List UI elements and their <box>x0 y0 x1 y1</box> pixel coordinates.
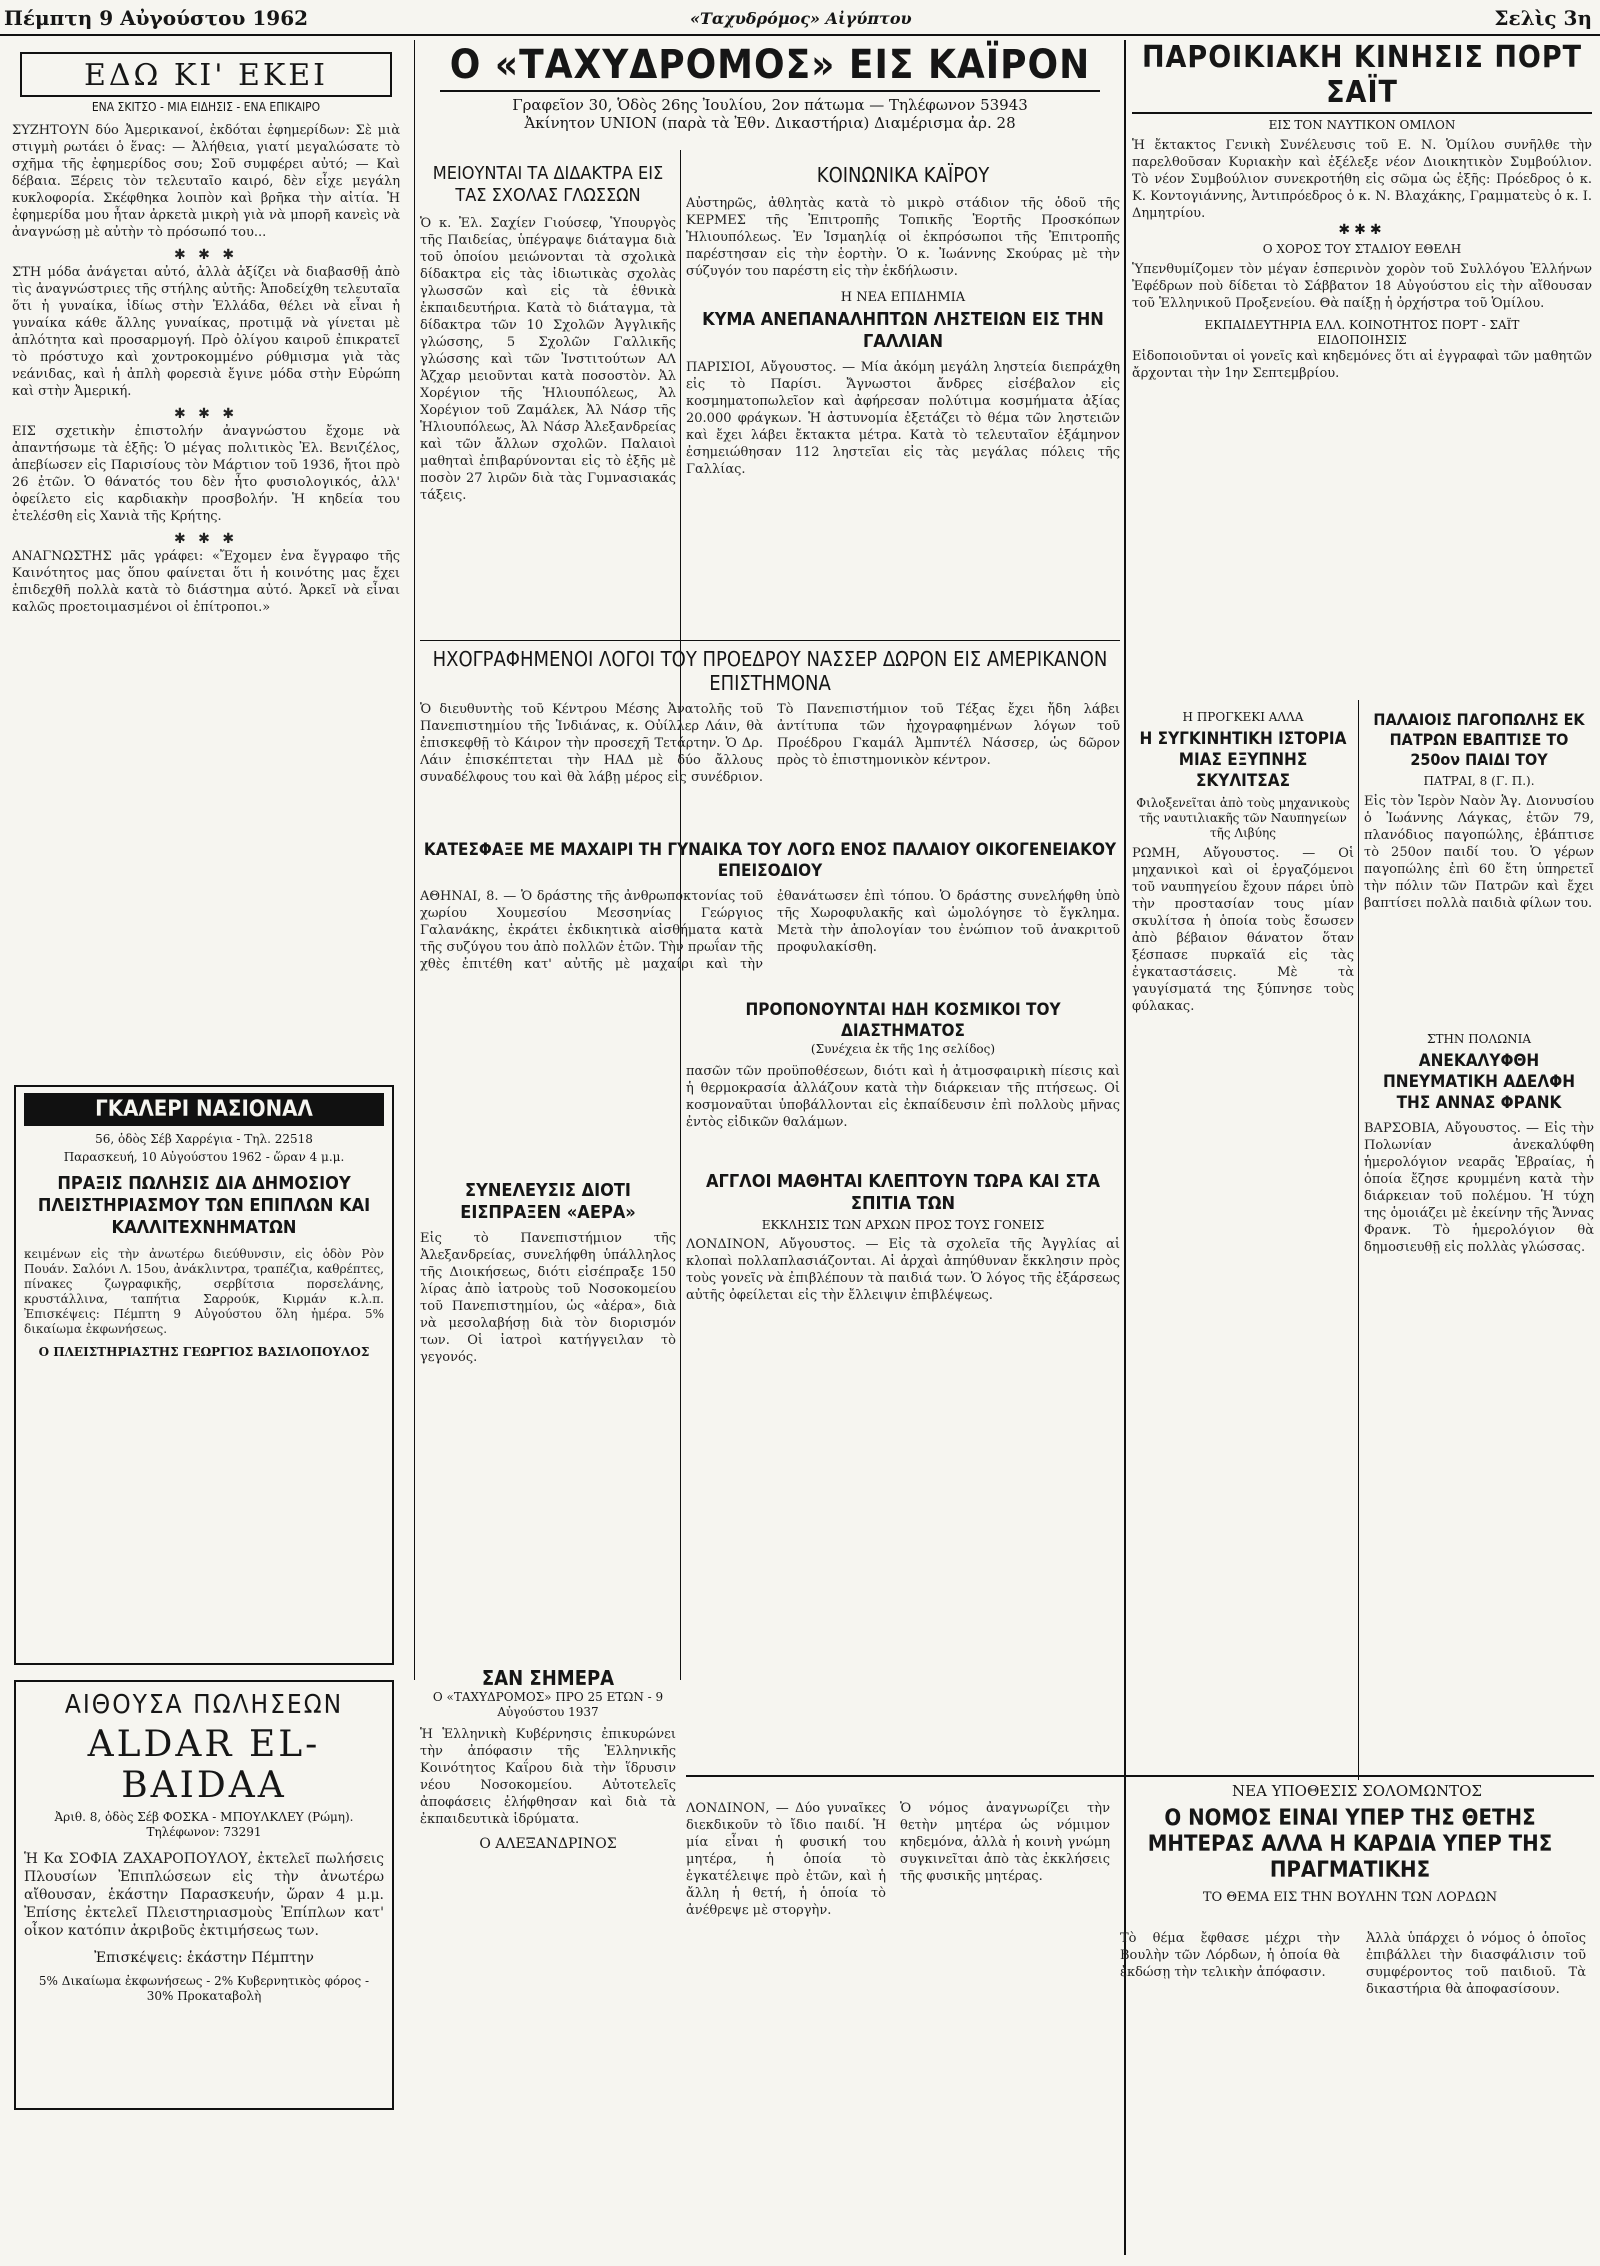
kairo-banner <box>420 40 1120 150</box>
today-body: Ἡ Ἑλληνικὴ Κυβέρνησις ἐπικυρώνει τὴν ἀπόφασιν τῆς Ἐλληνικῆς Κοινότητος Καΐρου διὰ τὴν ἵδρυσιν νέου Νοσοκομείου. Αὐτοτελεῖς ἀποφάσεις ἐλήφθησαν καὶ διὰ τὰ ἐκπαιδευτικὰ ἱδρύματα. <box>420 1727 676 1827</box>
hall-body: Ἡ Κα ΣΟΦΙΑ ΖΑΧΑΡΟΠΟΥΛΟΥ, ἐκτελεῖ πωλήσεις Πλουσίων Ἐπιπλώσεων εἰς τὴν ἀνωτέρω αἴθουσαν, ἑκάστην Παρασκευήν, ὥραν 4 μ.μ. Ἐπίσης ἐκτελεῖ Πλειστηριασμοὺς Ἐπίπλων κατ' οἶκον κατόπιν ἀκριβοῦς ἐκτιμήσεως των. <box>24 1851 384 1939</box>
frank-body: ΒΑΡΣΟΒΙΑ, Αὔγουστος. — Εἰς τὴν Πολωνίαν ἀνεκαλύφθη ἡμερολόγιον νεαρᾶς Ἑβραίας, ἡ ὁποία ἔζησε κρυμμένη κατὰ τὴν διάρκειαν τοῦ πολέμου. Ἡ τύχη της ὁμοιάζει μὲ ἐκείνην τῆς Ἄννας Φρανκ. Τὸ ἡμερολόγιον θὰ δημοσιευθῇ εἰς πολλὰς γλώσσας. <box>1364 1121 1594 1255</box>
hall-address: Ἀριθ. 8, ὁδὸς Σέβ ΦΟΣΚΑ - ΜΠΟΥΛΚΛΕΥ (Ρώμη). Τηλέφωνον: 73291 <box>54 1810 354 1839</box>
frank-headline: ΑΝΕΚΑΛΥΦΘΗ ΠΝΕΥΜΑΤΙΚΗ ΑΔΕΛΦΗ ΤΗΣ ΑΝΝΑΣ ΦΡΑΝΚ <box>1382 1051 1576 1113</box>
solomon-headline: Ο ΝΟΜΟΣ ΕΙΝΑΙ ΥΠΕΡ ΤΗΣ ΘΕΤΗΣ ΜΗΤΕΡΑΣ ΑΛΛΑ Η ΚΑΡΔΙΑ ΥΠΕΡ ΤΗΣ ΠΡΑΓΜΑΤΙΚΗΣ <box>1147 1806 1553 1883</box>
header-date: Πέμπτη 9 Αὐγούστου 1962 <box>4 6 309 30</box>
naut-headline: ΕΙΣ ΤΟΝ ΝΑΥΤΙΚΟΝ ΟΜΙΛΟΝ <box>1268 118 1456 132</box>
column-left <box>6 40 406 2255</box>
column-divider <box>414 40 415 1680</box>
gaul-body: ΠΑΡΙΣΙΟΙ, Αὔγουστος. — Μία ἀκόμη μεγάλη ληστεία διεπράχθη εἰς τὸ Παρίσι. Ἄγνωστοι ἄνδρες εἰσέβαλον εἰς κοσμηματοπωλεῖον καὶ ἀφήρεσαν πολύτιμα κοσμήματα ἀξίας 20.000 φράγκων. Ἡ ἀστυνομία ἐξετάζει τὸ θέμα τῶν ληστειῶν καὶ ἔχει λάβει ἔκτακτα μέτρα. Κατὰ τὸ τελευταῖον ἑξάμηνον ἐσημειώθησαν 112 ληστεῖαι εἰς τὰς μεγάλας πόλεις τῆς Γαλλίας. <box>686 360 1120 477</box>
cosmic-subtitle: (Συνέχεια ἐκ τῆς 1ης σελίδος) <box>810 1042 996 1056</box>
article-paragraph: ΣΤΗ μόδα ἀνάγεται αὐτό, ἀλλὰ ἀξίζει νὰ διαβασθῇ ἀπὸ τὶς ἀναγνώστριες τῆς στήλης αὐτῆς: Ἀποδείχθη τελευταῖα ὅτι ἡ γυναίκα, ἰδίως στὴν Ἑλλάδα, θέλει νὰ εἶναι ἡ γυναίκα κάθε ἄλλης γυναίκας, προτιμᾷ νὰ γίνεται μὲ ἀπλότητα καὶ προσαρμογή. Πρὸ ὀλίγου καιροῦ ἐπικρατεῖ τὸ πρόστυχο καὶ χοντροκομμένο ρύθμισμα γιὰ τὰς νεάνιδας, καὶ ἡ ἀπλὴ φορεσιὰ ἔγινε μόδα στὴν Εὐρώπη καὶ στὴν Ἀμερική. <box>12 265 400 399</box>
choir-body: Ὑπενθυμίζομεν τὸν μέγαν ἑσπερινὸν χορὸν τοῦ Συλλόγου Ἑλλήνων Ἐφέδρων ποὺ δίδεται τὸ Σάββατον 18 Αὐγούστου εἰς τὴν αἴθουσαν τοῦ Ἑλληνικοῦ Προξενείου. Θὰ παίξῃ ἡ ὀρχήστρα τοῦ Ὁμίλου. <box>1132 262 1592 311</box>
story-headline: Η ΣΥΓΚΙΝΗΤΙΚΗ ΙΣΤΟΡΙΑ ΜΙΑΣ ΕΞΥΠΝΗΣ ΣΚΥΛΙΤΣΑΣ <box>1139 729 1347 791</box>
port-said-title: ΠΑΡΟΙΚΙΑΚΗ ΚΙΝΗΣΙΣ ΠΟΡΤ ΣΑΪΤ <box>1141 40 1583 110</box>
school-subtitle: ΕΙΔΟΠΟΙΗΣΙΣ <box>1317 333 1407 347</box>
gallery-date: Παρασκευή, 10 Αὐγούστου 1962 - ὥραν 4 μ.μ. <box>63 1150 345 1164</box>
column-center-right-lower <box>686 1000 1120 1690</box>
column-far-right <box>1364 710 1594 1770</box>
school-headline: ΕΚΠΑΙΔΕΥΤΗΡΙΑ ΕΛΛ. ΚΟΙΝΟΤΗΤΟΣ ΠΟΡΤ - ΣΑΪΤ <box>1204 318 1520 332</box>
gaul-headline: ΚΥΜΑ ΑΝΕΠΑΝΑΛΗΠΤΩΝ ΛΗΣΤΕΙΩΝ ΕΙΣ ΤΗΝ ΓΑΛΛΙΑΝ <box>702 309 1104 352</box>
today-subtitle: Ο «ΤΑΧΥΔΡΟΜΟΣ» ΠΡΟ 25 ΕΤΩΝ - 9 Αὐγούστου 1937 <box>432 1690 664 1719</box>
nasser-article <box>420 640 1120 830</box>
gallery-name: ΓΚΑΛΕΡΙ ΝΑΣΙΟΝΑΛ <box>24 1093 384 1126</box>
arrest-headline: ΣΥΝΕΛΕΥΣΙΣ ΔΙΟΤΙ ΕΙΣΠΡΑΞΕΝ «ΑΕΡΑ» <box>460 1180 636 1223</box>
column-divider <box>1358 700 1359 1780</box>
solomon-body-2: Ὁ νόμος ἀναγνωρίζει τὴν θετὴν μητέρα ὡς νόμιμον κηδεμόνα, ἀλλὰ ἡ κοινὴ γνώμη συγκινεῖται ἀπὸ τὰς ἐκκλήσεις τῆς φυσικῆς μητέρας. <box>900 1801 1110 1884</box>
new-epidemia-label: Η ΝΕΑ ΕΠΙΔΗΜΙΑ <box>840 290 966 305</box>
banner-address-2: Ἀκίνητον UNION (παρὰ τὰ Ἐθν. Δικαστήρια) Διαμέρισμα ἀρ. 28 <box>524 114 1016 132</box>
banner-address: Γραφεῖον 30, Ὁδὸς 26ης Ἰουλίου, 2ον πάτωμα — Τηλέφωνον 53943 <box>512 96 1028 114</box>
page-header <box>0 0 1600 36</box>
section-subtitle: ΕΝΑ ΣΚΙΤΣΟ - ΜΙΑ ΕΙΔΗΣΙΣ - ΕΝΑ ΕΠΙΚΑΙΡΟ <box>91 100 321 114</box>
social-body: Αὐστηρῶς, ἀθλητὰς κατὰ τὸ μικρὸ στάδιον τῆς ὁδοῦ τῆς ΚΕΡΜΕΣ τῆς Ἐπιτροπῆς Τοπικῆς Ἑορτῆς Προσκόπων Ἡλιουπόλεως. Ἐν Ἱσμαηλίᾳ οἱ ἐκπρόσωποι τῆς Ἐπιτροπῆς παρέστησαν εἰς τὴν ἑορτὴν. Ὁ κ. Ἰωάννης Σκούρας μὲ τὴν σύζυγόν του παρέστη εἰς τὴν ἐκδήλωσιν. <box>686 196 1120 279</box>
column-right <box>1132 40 1592 700</box>
column-center-left-lower <box>420 1000 676 2255</box>
header-rule <box>0 34 1600 36</box>
cosmic-body: πασῶν τῶν προϋποθέσεων, διότι καὶ ἡ ἀτμοσφαιρικὴ πίεσις καὶ ἡ θερμοκρασία ἀλλάζουν κατὰ τὴν διάρκειαν τῆς πτήσεως. Οἱ κοσμοναῦται ὑποβάλλονται εἰς ἐκπαίδευσιν ἐπὶ πολλοὺς μῆνας ἐντὸς εἰδικῶν θαλάμων. <box>686 1064 1120 1130</box>
solomon-body-1: ΛΟΝΔΙΝΟΝ, — Δύο γυναῖκες διεκδικοῦν τὸ ἴδιο παιδί. Ἡ μία εἶναι ἡ φυσική του μητέρα, ἡ ὁποία τὸ ἐγκατέλειψε πρὸ ἐτῶν, καὶ ἡ ἄλλη ἡ θετή, ἡ ὁποία τὸ ἀνέθρεψε μὲ στοργὴν. <box>686 1801 886 1918</box>
english-body: ΛΟΝΔΙΝΟΝ, Αὔγουστος. — Εἰς τὰ σχολεῖα τῆς Ἀγγλίας αἱ κλοπαὶ πολλαπλασιάζονται. Αἱ ἀρχαὶ ἀπηύθυναν ἔκκλησιν πρὸς τοὺς γονεῖς νὰ ἐπιβλέπουν τὰ παιδιά των. Ὁ λόγος τῆς ἐξάρσεως αὐτῆς ὀφείλεται εἰς τὴν ἔλλειψιν ἐπιβλέψεως. <box>686 1237 1120 1303</box>
social-headline: ΚΟΙΝΩΝΙΚΑ ΚΑΪΡΟΥ <box>816 163 990 187</box>
column-right-lower <box>1132 710 1354 1770</box>
article-paragraph: ΑΝΑΓΝΩΣΤΗΣ μᾶς γράφει: «Ἔχομεν ἐνα ἔγγραφο τῆς Καινότητος μας ὅπου φαίνεται ὅτι ἡ κοινότης μας ἔχει ἐπιδεχθῆ πολλὰ κατὰ τὸ διάστημα αὐτό. Ἀρκεῖ νὰ εἶναι καλῶς προετοιμασμένοι οἱ ἐπίτροποι.» <box>12 549 400 615</box>
separator-stars: ✱✱✱ <box>1338 222 1386 238</box>
separator-stars: ✱ ✱ ✱ <box>173 406 239 422</box>
icemaker-headline: ΠΑΛΑΙΟΙΣ ΠΑΓΟΠΩΛΗΣ ΕΚ ΠΑΤΡΩΝ ΕΒΑΠΤΙΣΕ ΤΟ 250ον ΠΑΙΔΙ ΤΟΥ <box>1373 710 1585 769</box>
header-center-title: «Ταχυδρόμος» Αἰγύπτου <box>690 9 912 28</box>
school-body: Εἰδοποιοῦνται οἱ γονεῖς καὶ κηδεμόνες ὅτι αἱ ἐγγραφαὶ τῶν μαθητῶν ἄρχονται τὴν 1ην Σεπτεμβρίου. <box>1132 349 1592 381</box>
solomon-subtitle: ΤΟ ΘΕΜΑ ΕΙΣ ΤΗΝ ΒΟΥΛΗΝ ΤΩΝ ΛΟΡΔΩΝ <box>1202 1890 1498 1905</box>
solomon-body-3: Τὸ θέμα ἔφθασε μέχρι τὴν Βουλὴν τῶν Λόρδων, ἡ ὁποία θὰ ἐκδώσῃ τὴν τελικὴν ἀπόφασιν. <box>1120 1931 1340 1980</box>
title-rule <box>1132 112 1592 114</box>
story-subtitle: Φιλοξενεῖται ἀπὸ τοὺς μηχανικοὺς τῆς ναυτιλιακῆς τῶν Ναυπηγείων τῆς Λιβύης <box>1136 796 1350 840</box>
article-paragraph: ΕΙΣ σχετικὴν ἐπιστολήν ἀναγνώστου ἔχομε νὰ ἀπαντήσωμε τὰ ἑξῆς: Ὁ μέγας πολιτικὸς Ἐλ. Βενιζέλος, ἀπεβίωσεν εἰς Παρισίους τὸν Μάρτιον τοῦ 1936, ἤτοι πρὸ 26 ἐτῶν. Ὁ θάνατός του δὲν ἦτο φυσιολογικός, ἀλλ' ὀφείλετο εἰς καρδιακὴν προσβολήν. Ἡ κηδεία του ἐτελέσθη εἰς Χανιὰ τῆς Κρήτης. <box>12 424 400 524</box>
header-page-number: Σελὶς 3η <box>1494 6 1592 30</box>
today-signature: Ο ΑΛΕΞΑΝΔΡΙΝΟΣ <box>479 1836 617 1852</box>
solomon-article <box>686 1780 1594 2260</box>
sales-hall-ad <box>14 1680 394 2110</box>
gallery-ad <box>14 1085 394 1665</box>
english-headline: ΑΓΓΛΟΙ ΜΑΘΗΤΑΙ ΚΛΕΠΤΟΥΝ ΤΩΡΑ ΚΑΙ ΣΤΑ ΣΠΙΤΙΑ ΤΩΝ <box>706 1171 1100 1214</box>
knife-headline: ΚΑΤΕΣΦΑΞΕ ΜΕ ΜΑΧΑΙΡΙ ΤΗ ΓΥΝΑΙΚΑ ΤΟΥ ΛΟΓΩ ΕΝΟΣ ΠΑΛΑΙΟΥ ΟΙΚΟΓΕΝΕΙΑΚΟΥ ΕΠΕΙΣΟΔΙΟΥ <box>423 840 1117 881</box>
edo-ki-ekei-box <box>20 52 392 97</box>
separator-stars: ✱ ✱ ✱ <box>173 531 239 547</box>
knife-article <box>420 840 1120 990</box>
english-subtitle: ΕΚΚΛΗΣΙΣ ΤΩΝ ΑΡΧΩΝ ΠΡΟΣ ΤΟΥΣ ΓΟΝΕΙΣ <box>761 1218 1045 1232</box>
nasser-headline: ΗΧΟΓΡΑΦΗΜΕΝΟΙ ΛΟΓΟΙ ΤΟΥ ΠΡΟΕΔΡΟΥ ΝΑΣΣΕΡ ΔΩΡΟΝ ΕΙΣ ΑΜΕΡΙΚΑΝΟΝ ΕΠΙΣΤΗΜΟΝΑ <box>432 647 1108 695</box>
fees-headline: ΜΕΙΟΥΝΤΑΙ ΤΑ ΔΙΔΑΚΤΡΑ ΕΙΣ ΤΑΣ ΣΧΟΛΑΣ ΓΛΩΣΣΩΝ <box>432 163 664 206</box>
gallery-body: κειμένων εἰς τὴν ἀνωτέρω διεύθυνσιν, εἰς ὁδὸν Ρὸν Πουάν. Σαλόνι Λ. 15ου, ἀνάκλιντρα, τραπέζια, καθρέπτες, πίνακες ζωγραφικῆς, σερβίτσια πορσελάνης, κρυστάλλινα, ταπήτια Σαρρούκ, Κιρμάν κ.λ.π. Ἐπισκέψεις: Πέμπτη 9 Αὐγούστου ὅλη ἡμέρα. 5% δικαίωμα ἐκφωνήσεως. <box>24 1247 384 1336</box>
banner-title: Ο «ΤΑΧΥΔΡΟΜΟΣ» ΕΙΣ ΚΑΪΡΟΝ <box>449 42 1091 88</box>
poland-label: ΣΤΗΝ ΠΟΛΩΝΙΑ <box>1426 1032 1532 1046</box>
hall-name: ALDAR EL-BAIDAA <box>87 1724 321 1806</box>
knife-body: ΑΘΗΝΑΙ, 8. — Ὁ δράστης τῆς ἀνθρωποκτονίας τοῦ χωρίου Χουμεσίου Μεσσηνίας Γεώργιος Γαλανάκης, ἐκράτει ἐκδικητικὰ αἰσθήματα κατὰ τῆς συζύγου του ἀπὸ πολλῶν ἐτῶν. Τὴν πρωΐαν τῆς χθὲς ἐπιτέθη κατ' αὐτῆς μὲ μαχαίρι καὶ τὴν ἐθανάτωσεν ἐπὶ τόπου. Ὁ δράστης συνελήφθη ὑπὸ τῆς Χωροφυλακῆς καὶ ὡμολόγησε τὸ ἔγκλημα. Μετὰ τὴν ἀπολογίαν του ἐνώπιον τοῦ ἀνακριτοῦ προφυλακίσθη. <box>420 889 1120 972</box>
solomon-body-4: Ἀλλὰ ὑπάρχει ὁ νόμος ὁ ὁποῖος ἐπιβάλλει τὴν διασφάλισιν τοῦ συμφέροντος τοῦ παιδιοῦ. Τὰ δικαστήρια θὰ ἀποφασίσουν. <box>1366 1931 1586 1997</box>
hall-visits: Ἐπισκέψεις: ἑκάστην Πέμπτην <box>94 1950 314 1966</box>
gallery-auctioneer: Ο ΠΛΕΙΣΤΗΡΙΑΣΤΗΣ ΓΕΩΡΓΙΟΣ ΒΑΣΙΛΟΠΟΥΛΟΣ <box>38 1345 370 1359</box>
story-body: ΡΩΜΗ, Αὔγουστος. — Οἱ μηχανικοὶ καὶ οἱ ἐργαζόμενοι τοῦ ναυπηγείου ἔχουν πάρει ὑπὸ τὴν προστασίαν τους μίαν σκυλίτσα ἡ ὁποία τοὺς ἔσωσεν ἀπὸ βέβαιον θάνατον ὅταν ξέσπασε πυρκαϊά εἰς τὰς ἐγκαταστάσεις. Μὲ τὰ γαυγίσματά της ξύπνησε τοὺς φύλακας. <box>1132 846 1354 1014</box>
prokeki-label: Η ΠΡΟΓΚΕΚΙ ΑΛΛΑ <box>1182 710 1304 724</box>
icemaker-dateline: ΠΑΤΡΑΙ, 8 (Γ. Π.). <box>1423 774 1535 788</box>
icemaker-body: Εἰς τὸν Ἱερὸν Ναὸν Ἁγ. Διονυσίου ὁ Ἰωάννης Λάγκας, ἐτῶν 79, πλανόδιος παγοπώλης, ἐβάπτισε τὸ 250ον παιδί του. Ὁ γέρων παγοπώλης ἐπὶ 60 ἔτη ὑπηρετεῖ τὴν πόλιν τῶν Πατρῶν καὶ ἔχει βαπτίσει πολλὰ παιδιὰ φίλων του. <box>1364 794 1594 911</box>
article-paragraph: ΣΥΖΗΤΟΥΝ δύο Ἀμερικανοί, ἐκδόται ἐφημερίδων: Σὲ μιὰ στιγμὴ ρωτάει ὁ ἕνας: — Ἀλήθεια, γιατί μεγαλώσατε τὸ σχῆμα τῆς ἐφημερίδος σου; Σοῦ συμφέρει αὐτό; — Καὶ δέβαια. Ξέρεις τὸν τελευταῖο καιρό, δὲν εἶχε μεγάλη κυκλοφορία. Σκέφθηκα λοιπὸν καὶ βρῆκα τὴν αἰτία. Ἡ ἐφημερίδα μου ἦταν ἀρκετὰ μικρὴ γιὰ νὰ μπορῆ κανεὶς νὰ ἀναγνώσῃ μὲ αὐτὴν τὸ πρόσωπό του... <box>12 123 400 240</box>
hall-title: ΑΙΘΟΥΣΑ ΠΩΛΗΣΕΩΝ <box>64 1690 344 1720</box>
nasser-body: Ὁ διευθυντὴς τοῦ Κέντρου Μέσης Ἀνατολῆς τοῦ Πανεπιστημίου τῆς Ἰνδιάνας, κ. Οὐίλλερ Λάιν, θὰ ἐπισκεφθῇ τὸ Κάιρον τὴν προσεχῆ Τετάρτην. Ὁ Δρ. Λάιν ἐπισκέπτεται τὴν ΗΑΔ μὲ δύο ἄλλους συναδέλφους του καὶ θὰ λάβῃ μέρος εἰς συνέδριον. Τὸ Πανεπιστήμιον τοῦ Τέξας ἔχει ἤδη λάβει ἀντίτυπα τῶν ἠχογραφημένων λόγων τοῦ Προέδρου Γκαμάλ Ἀμπντέλ Νάσσερ, ὡς δῶρον πρὸς τὸ ἐπιστημονικὸν κέντρον. <box>420 702 1120 785</box>
hall-fees: 5% Δικαίωμα ἐκφωνήσεως - 2% Κυβερνητικὸς φόρος - 30% Προκαταβολὴ <box>38 1974 370 2003</box>
choir-headline: Ο ΧΟΡΟΣ ΤΟΥ ΣΤΑΔΙΟΥ ΕΘΕΛΗ <box>1262 242 1462 256</box>
fees-body: Ὁ κ. Ἐλ. Σαχίεν Γιούσεφ, Ὑπουργὸς τῆς Παιδείας, ὑπέγραψε διάταγμα διὰ τοῦ ὁποίου μειώνονται τὰ σχολικὰ δίδακτρα εἰς τὰς ἰδιωτικὰς σχολὰς γλωσσῶν καὶ εἰς τὰ ἐθνικὰ ἐκπαιδευτήρια. Κατὰ τὸ διάταγμα, τὰ δίδακτρα τῶν 10 Σχολῶν Ἀγγλικῆς γλώσσης, 5 Σχολῶν Γαλλικῆς γλώσσης καὶ τῶν Ἰνστιτούτων ΑΛ Ἀζχαρ μειοῦνται κατὰ ποσοστὸν. Ἀλ Χορέγιον τῆς Ἡλιουπόλεως, Ἀλ Χορέγιον τοῦ Ζαμάλεκ, Ἀλ Νάσρ τῆς Ἡλιουπόλεως, Ἀλ Νάσρ Ἀλεξανδρείας καὶ τῶν ἄλλων σχολῶν. Παλαιοὶ μαθηταὶ ἐπιβαρύνονται εἰς τὸ ἐξῆς μὲ ποσὸν 27 λιρῶν διὰ τὰς Γυμνασιακάς τάξεις. <box>420 216 676 503</box>
banner-rule <box>440 90 1100 92</box>
naut-body: Ἡ ἔκτακτος Γενικὴ Συνέλευσις τοῦ Ε. Ν. Ὁμίλου συνῆλθε τὴν παρελθοῦσαν Κυριακὴν καὶ ἐξέλεξε νέον Διοικητικὸν Συμβούλιον. Τὸ νέον Συμβούλιον συνεκροτήθη εἰς σῶμα ὡς ἑξῆς: Πρόεδρος ὁ κ. Κ. Κοντογιάννης, Ἀντιπρόεδρος ὁ κ. Ν. Βλαχάκης, Γραμματεὺς ὁ κ. Ι. Δημητρίου. <box>1132 138 1592 221</box>
section-title: ΕΔΩ ΚΙ' ΕΚΕΙ <box>83 58 329 93</box>
gallery-headline: ΠΡΑΞΙΣ ΠΩΛΗΣΙΣ ΔΙΑ ΔΗΜΟΣΙΟΥ ΠΛΕΙΣΤΗΡΙΑΣΜΟΥ ΤΩΝ ΕΠΙΠΛΩΝ ΚΑΙ ΚΑΛΛΙΤΕΧΝΗΜΑΤΩΝ <box>37 1173 371 1238</box>
bottom-section-rule <box>686 1775 1594 1777</box>
solomon-pre-title: ΝΕΑ ΥΠΟΘΕΣΙΣ ΣΟΛΟΜΩΝΤΟΣ <box>1232 1782 1482 1800</box>
arrest-body: Εἰς τὸ Πανεπιστήμιον τῆς Ἀλεξανδρείας, συνελήφθη ὑπάλληλος τῆς Διοικήσεως, διότι εἰσέπραξε 150 λίρας ἀπὸ ἰατροὺς τοῦ Νοσοκομείου τοῦ Πανεπιστημίου, ὡς «ἀέρα», διὰ νὰ μεσολαβήσῃ διὰ τὸν διορισμόν των. Οἱ ἰατροὶ κατήγγειλαν τὸ γεγονός. <box>420 1231 676 1365</box>
today-headline: ΣΑΝ ΣΗΜΕΡΑ <box>481 1666 615 1690</box>
article-rule <box>420 640 1120 641</box>
gallery-address: 56, ὁδὸς Σέβ Χαρρέγια - Τηλ. 22518 <box>95 1132 313 1146</box>
cosmic-headline: ΠΡΟΠΟΝΟΥΝΤΑΙ ΗΔΗ ΚΟΣΜΙΚΟΙ ΤΟΥ ΔΙΑΣΤΗΜΑΤΟΣ <box>745 1000 1061 1041</box>
separator-stars: ✱ ✱ ✱ <box>173 247 239 263</box>
